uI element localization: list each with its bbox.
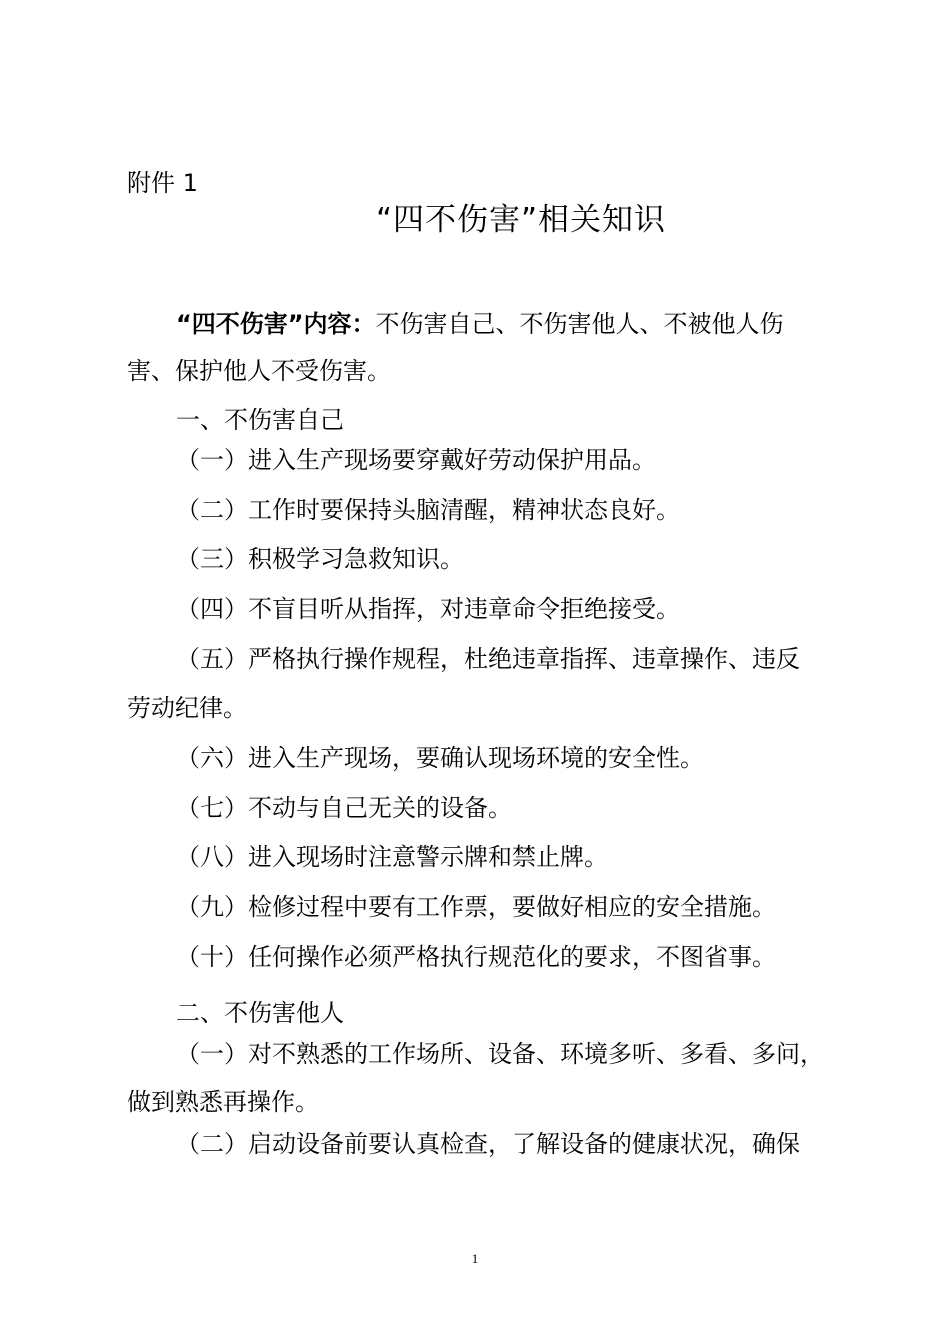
section1-item: （八）进入现场时注意警示牌和禁止牌。 <box>176 843 608 871</box>
section1-item-continuation: 劳动纪律。 <box>127 694 247 722</box>
section2-item: （二）启动设备前要认真检查，了解设备的健康状况，确保 <box>176 1130 800 1158</box>
section2-heading: 二、不伤害他人 <box>176 999 344 1027</box>
section1-item: （二）工作时要保持头脑清醒，精神状态良好。 <box>176 496 680 524</box>
page-number: 1 <box>471 1251 479 1266</box>
intro-line-2: 害、保护他人不受伤害。 <box>127 357 391 385</box>
section1-item: （六）进入生产现场，要确认现场环境的安全性。 <box>176 744 704 772</box>
section1-item: （七）不动与自己无关的设备。 <box>176 794 512 822</box>
section1-heading: 一、不伤害自己 <box>176 406 344 434</box>
section1-item: （一）进入生产现场要穿戴好劳动保护用品。 <box>176 446 656 474</box>
section2-item: （一）对不熟悉的工作场所、设备、环境多听、多看、多问， <box>176 1040 824 1068</box>
section1-item: （九）检修过程中要有工作票，要做好相应的安全措施。 <box>176 893 776 921</box>
section2-item-continuation: 做到熟悉再操作。 <box>127 1088 319 1116</box>
intro-line-1 <box>176 308 784 340</box>
section1-item: （四）不盲目听从指挥，对违章命令拒绝接受。 <box>176 595 680 623</box>
section1-item: （三）积极学习急救知识。 <box>176 545 464 573</box>
intro-text: 不伤害自己、不伤害他人、不被他人伤 <box>375 310 784 338</box>
section1-item: （十）任何操作必须严格执行规范化的要求，不图省事。 <box>176 943 776 971</box>
intro-label: “四不伤害”内容： <box>176 310 376 338</box>
attachment-label: 附件 1 <box>127 169 198 197</box>
document-title: “四不伤害”相关知识 <box>375 202 667 238</box>
section1-item: （五）严格执行操作规程，杜绝违章指挥、违章操作、违反 <box>176 645 800 673</box>
